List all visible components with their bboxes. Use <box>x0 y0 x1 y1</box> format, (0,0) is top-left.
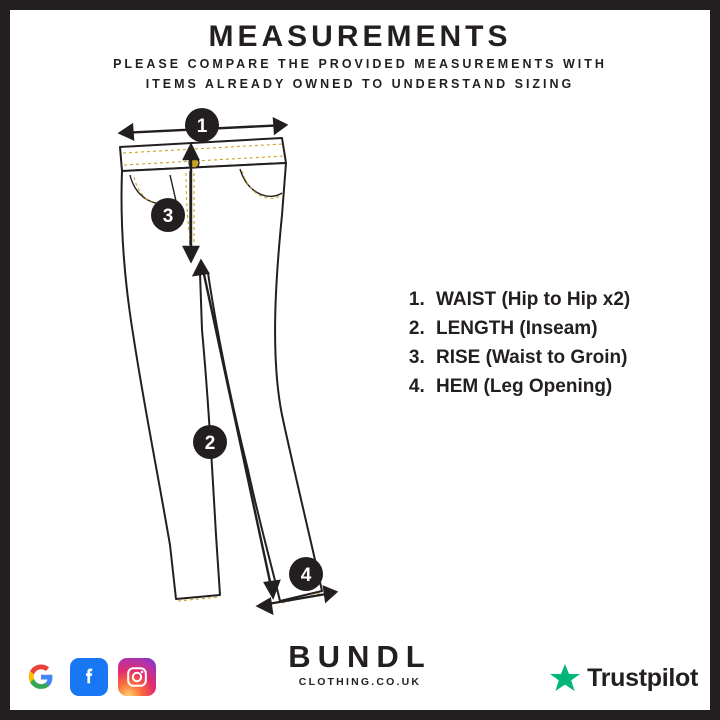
trustpilot-badge[interactable] <box>549 662 698 694</box>
marker-4 <box>289 557 323 591</box>
legend-item-hem: 4. HEM (Leg Opening) <box>430 372 700 401</box>
social-icons <box>22 658 156 696</box>
marker-3 <box>151 198 185 232</box>
svg-text:1: 1 <box>196 116 208 137</box>
marker-1 <box>185 108 219 142</box>
frame-border-right <box>710 0 720 720</box>
trustpilot-label: Trustpilot <box>587 663 698 692</box>
brand-domain: CLOTHING.CO.UK <box>298 676 422 688</box>
jeans-illustration <box>90 105 390 625</box>
page-subtitle <box>60 54 660 94</box>
legend-item-length: 2. LENGTH (Inseam) <box>430 314 700 343</box>
brand-logo <box>255 640 465 688</box>
google-icon[interactable] <box>22 658 60 696</box>
instagram-icon[interactable] <box>118 658 156 696</box>
svg-text:3: 3 <box>162 206 174 227</box>
legend-item-rise: 3. RISE (Waist to Groin) <box>430 343 700 372</box>
frame-border-bottom <box>0 710 720 720</box>
legend-item-waist: 1. WAIST (Hip to Hip x2) <box>430 285 700 314</box>
frame-border-left <box>0 0 10 720</box>
svg-text:2: 2 <box>204 433 216 454</box>
page-title: MEASUREMENTS <box>208 20 512 53</box>
measurement-legend <box>400 285 700 401</box>
facebook-icon[interactable] <box>70 658 108 696</box>
jeans-diagram <box>90 105 390 625</box>
brand-name: BUNDL <box>288 639 432 674</box>
subtitle-line-1: PLEASE COMPARE THE PROVIDED MEASUREMENTS WITH <box>113 57 607 71</box>
subtitle-line-2: ITEMS ALREADY OWNED TO UNDERSTAND SIZING <box>145 77 575 91</box>
marker-2 <box>193 425 227 459</box>
trustpilot-star-icon <box>549 662 581 694</box>
svg-text:4: 4 <box>300 565 312 586</box>
frame-border-top <box>0 0 720 10</box>
